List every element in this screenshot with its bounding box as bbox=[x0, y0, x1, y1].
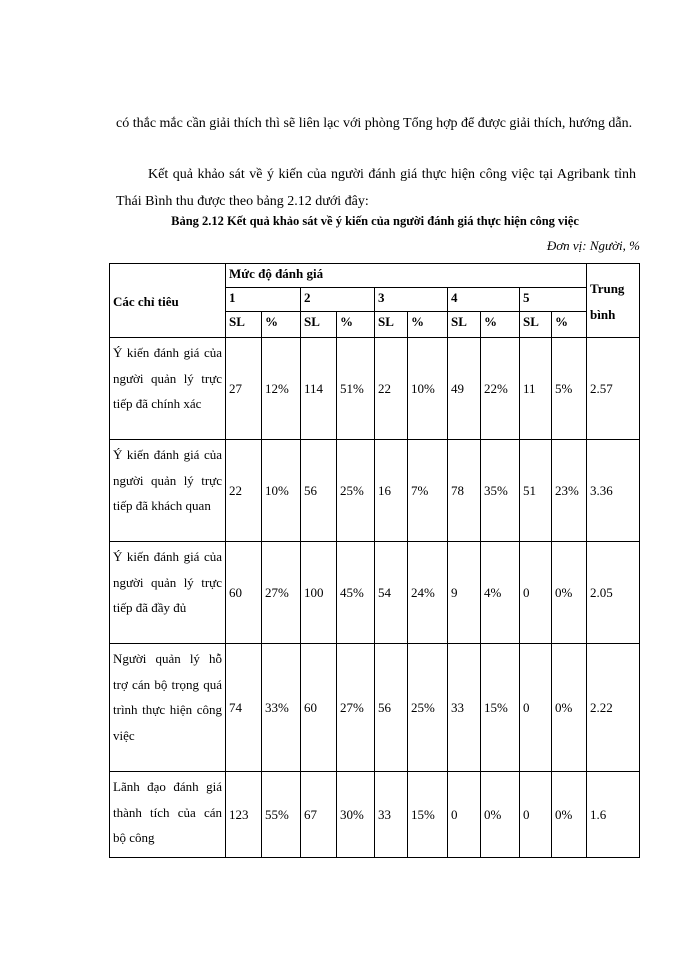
count-cell: 33 bbox=[375, 772, 408, 858]
table-row bbox=[110, 542, 640, 644]
percent-cell: 10% bbox=[408, 338, 448, 440]
count-cell: 100 bbox=[301, 542, 337, 644]
percent-cell: 23% bbox=[552, 440, 587, 542]
count-cell: 0 bbox=[448, 772, 481, 858]
count-cell: 67 bbox=[301, 772, 337, 858]
table-caption: Bảng 2.12 Kết quả khảo sát về ý kiến của người đánh giá thực hiện công việc bbox=[171, 214, 579, 228]
average-cell: 2.05 bbox=[587, 542, 640, 644]
sl-header: SL bbox=[301, 312, 337, 338]
criteria-cell: Lãnh đạo đánh giá thành tích của cán bộ công bbox=[110, 772, 226, 858]
intro-paragraph: có thắc mắc cần giải thích thì sẽ liên lạc với phòng Tổng hợp để được giải thích, hướng dẫn. bbox=[116, 116, 633, 131]
count-cell: 114 bbox=[301, 338, 337, 440]
sl-header: SL bbox=[375, 312, 408, 338]
percent-cell: 24% bbox=[408, 542, 448, 644]
pct-header: % bbox=[481, 312, 520, 338]
level-header: 1 bbox=[226, 288, 301, 312]
percent-cell: 7% bbox=[408, 440, 448, 542]
count-cell: 60 bbox=[226, 542, 262, 644]
count-cell: 0 bbox=[520, 644, 552, 772]
percent-cell: 27% bbox=[262, 542, 301, 644]
sl-header: SL bbox=[448, 312, 481, 338]
percent-cell: 5% bbox=[552, 338, 587, 440]
count-cell: 74 bbox=[226, 644, 262, 772]
count-cell: 51 bbox=[520, 440, 552, 542]
percent-cell: 51% bbox=[337, 338, 375, 440]
level-header: 4 bbox=[448, 288, 520, 312]
percent-cell: 22% bbox=[481, 338, 520, 440]
average-header: Trung bình bbox=[587, 264, 640, 338]
percent-cell: 15% bbox=[408, 772, 448, 858]
table-row bbox=[110, 440, 640, 542]
percent-cell: 25% bbox=[408, 644, 448, 772]
sl-header: SL bbox=[520, 312, 552, 338]
count-cell: 60 bbox=[301, 644, 337, 772]
count-cell: 0 bbox=[520, 772, 552, 858]
criteria-cell: Ý kiến đánh giá của người quản lý trực tiếp đã đầy đủ bbox=[110, 542, 226, 644]
criteria-cell: Người quản lý hỗ trợ cán bộ trọng quá trình thực hiện công việc bbox=[110, 644, 226, 772]
sl-header: SL bbox=[226, 312, 262, 338]
criteria-cell: Ý kiến đánh giá của người quản lý trực tiếp đã khách quan bbox=[110, 440, 226, 542]
criteria-cell: Ý kiến đánh giá của người quản lý trực tiếp đã chính xác bbox=[110, 338, 226, 440]
percent-cell: 10% bbox=[262, 440, 301, 542]
percent-cell: 25% bbox=[337, 440, 375, 542]
percent-cell: 4% bbox=[481, 542, 520, 644]
pct-header: % bbox=[552, 312, 587, 338]
percent-cell: 15% bbox=[481, 644, 520, 772]
percent-cell: 0% bbox=[552, 644, 587, 772]
count-cell: 78 bbox=[448, 440, 481, 542]
count-cell: 54 bbox=[375, 542, 408, 644]
level-header: 5 bbox=[520, 288, 587, 312]
count-cell: 27 bbox=[226, 338, 262, 440]
count-cell: 9 bbox=[448, 542, 481, 644]
pct-header: % bbox=[408, 312, 448, 338]
percent-cell: 27% bbox=[337, 644, 375, 772]
count-cell: 33 bbox=[448, 644, 481, 772]
percent-cell: 0% bbox=[552, 772, 587, 858]
level-header: 2 bbox=[301, 288, 375, 312]
average-cell: 2.57 bbox=[587, 338, 640, 440]
count-cell: 22 bbox=[375, 338, 408, 440]
average-cell: 3.36 bbox=[587, 440, 640, 542]
count-cell: 56 bbox=[301, 440, 337, 542]
count-cell: 16 bbox=[375, 440, 408, 542]
percent-cell: 55% bbox=[262, 772, 301, 858]
count-cell: 123 bbox=[226, 772, 262, 858]
count-cell: 22 bbox=[226, 440, 262, 542]
count-cell: 11 bbox=[520, 338, 552, 440]
table-row bbox=[110, 772, 640, 858]
percent-cell: 0% bbox=[552, 542, 587, 644]
pct-header: % bbox=[262, 312, 301, 338]
level-header: 3 bbox=[375, 288, 448, 312]
percent-cell: 35% bbox=[481, 440, 520, 542]
unit-note: Đơn vị: Người, % bbox=[546, 238, 640, 253]
survey-table bbox=[109, 263, 640, 858]
pct-header: % bbox=[337, 312, 375, 338]
percent-cell: 45% bbox=[337, 542, 375, 644]
count-cell: 56 bbox=[375, 644, 408, 772]
percent-cell: 30% bbox=[337, 772, 375, 858]
criteria-header: Các chỉ tiêu bbox=[110, 264, 226, 338]
percent-cell: 0% bbox=[481, 772, 520, 858]
average-cell: 1.6 bbox=[587, 772, 640, 858]
table-row bbox=[110, 644, 640, 772]
table-row bbox=[110, 338, 640, 440]
percent-cell: 12% bbox=[262, 338, 301, 440]
level-group-header: Mức độ đánh giá bbox=[226, 264, 587, 288]
count-cell: 0 bbox=[520, 542, 552, 644]
count-cell: 49 bbox=[448, 338, 481, 440]
percent-cell: 33% bbox=[262, 644, 301, 772]
result-paragraph: Kết quả khảo sát về ý kiến của người đánh giá thực hiện công việc tại Agribank tỉnh Thái Bình thu được theo bảng 2.12 dưới đây: bbox=[116, 167, 636, 209]
average-cell: 2.22 bbox=[587, 644, 640, 772]
